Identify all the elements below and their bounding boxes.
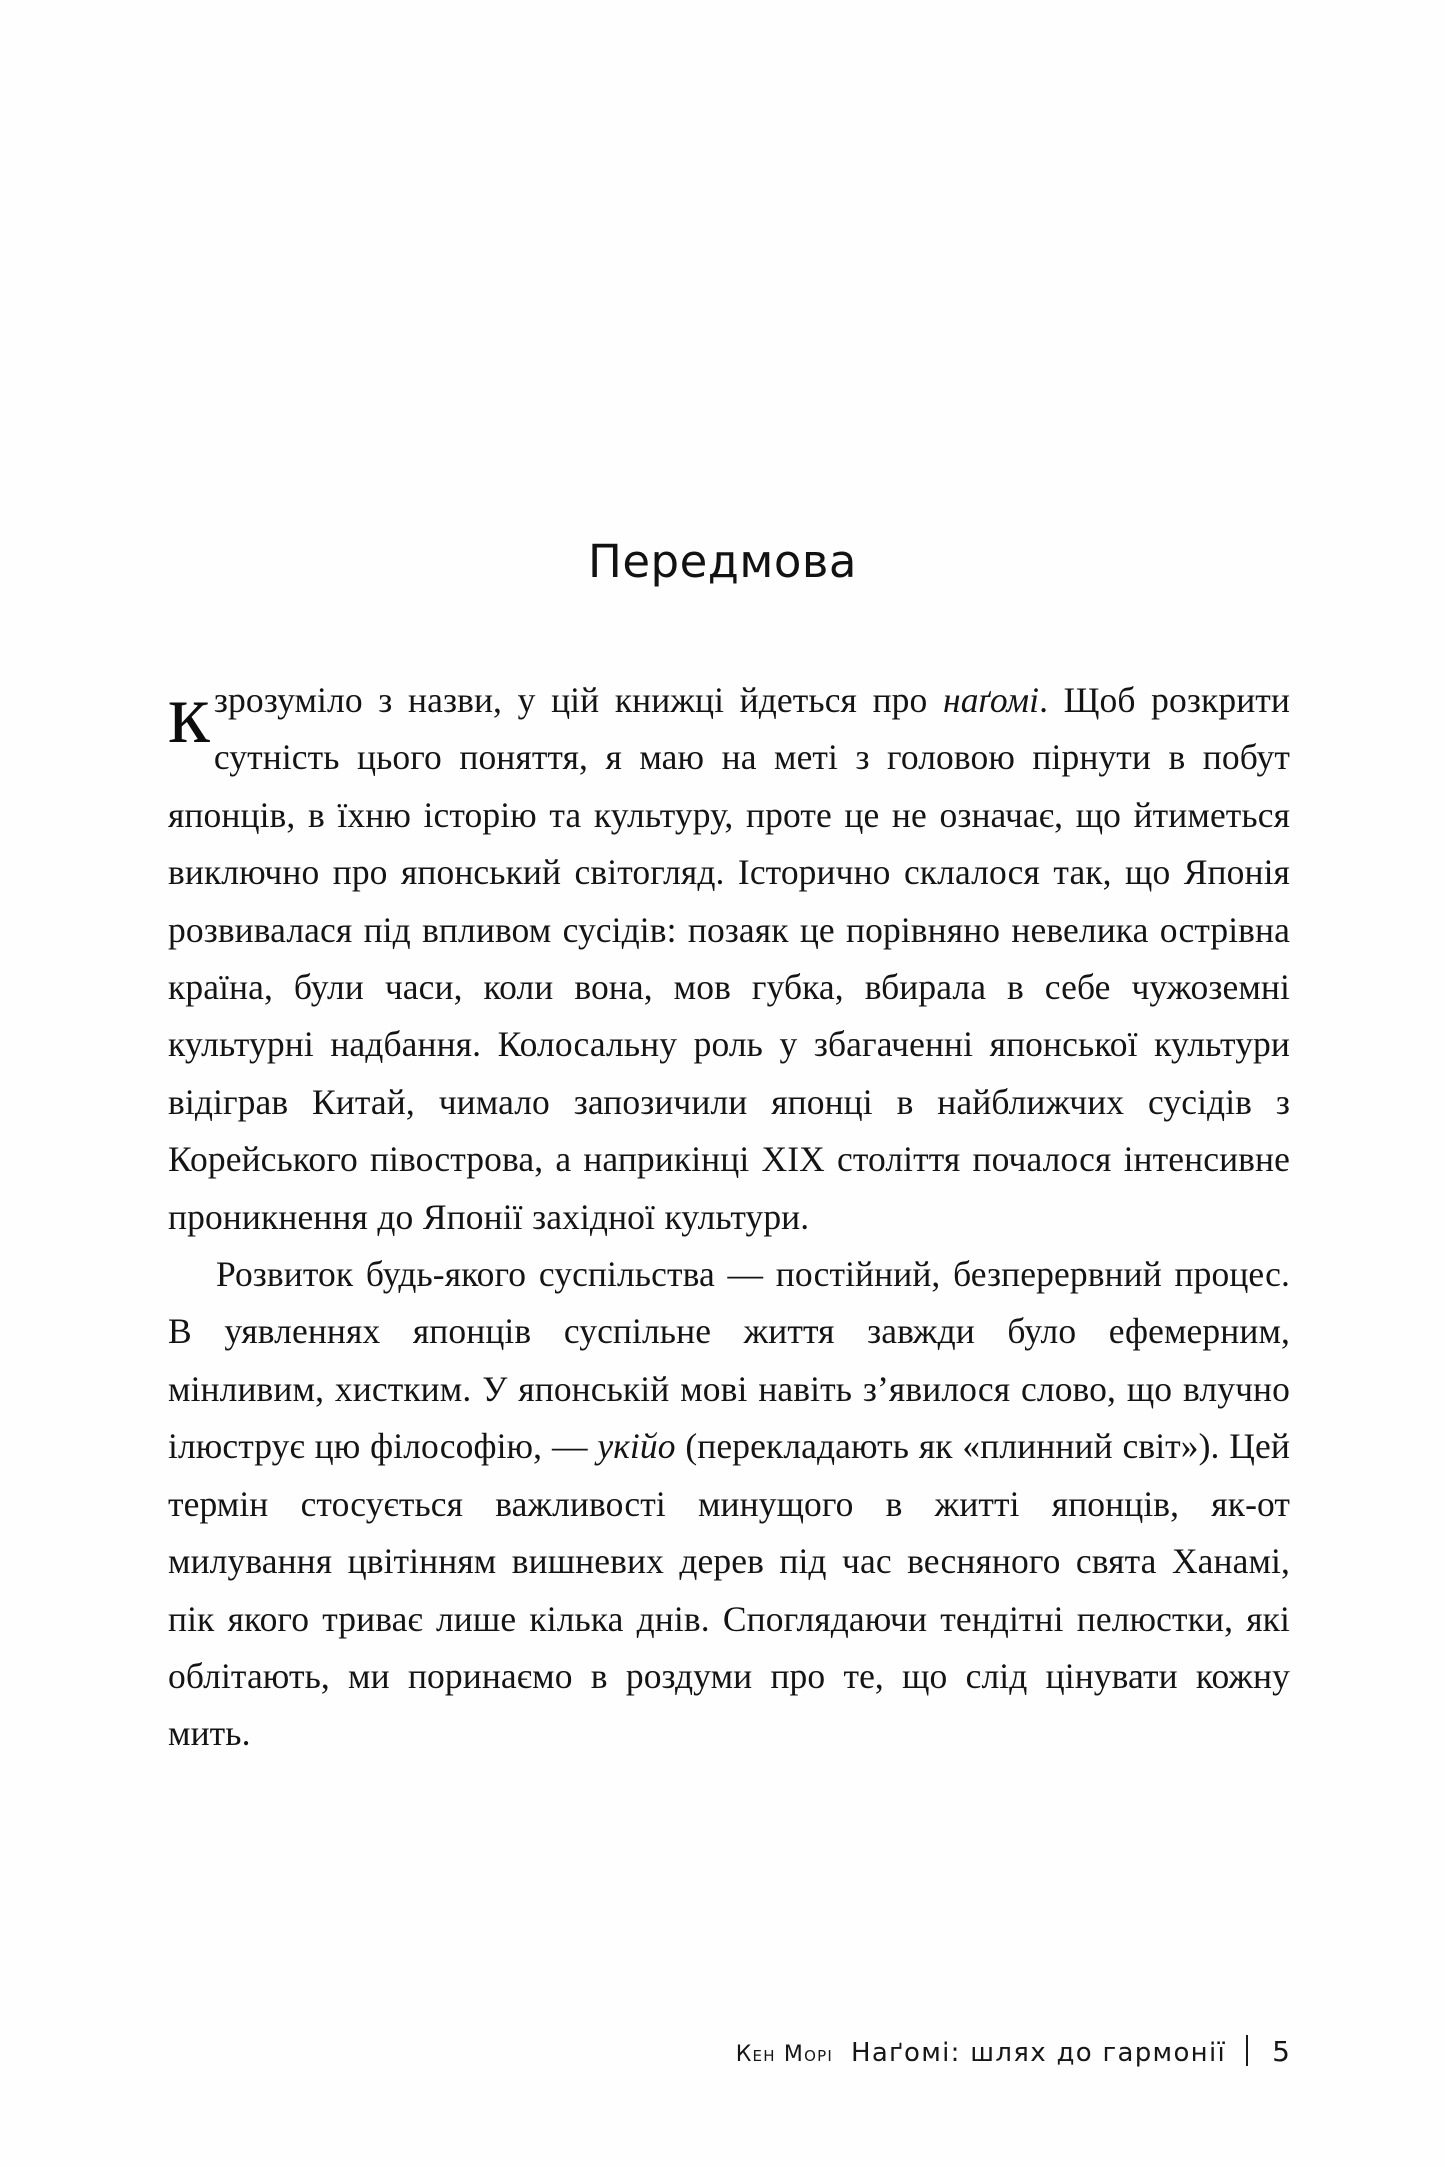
italic-term: укійо (597, 1426, 676, 1467)
paragraph-1: кзрозуміло з назви, у цій книжці йдеться про наґомі. Щоб розкрити сутність цього поняття, я маю на меті з головою пірнути в побут японців, в їхню історію та культуру, проте це не означає, що йтиметься виключно про японський світогляд. Історично склалося так, що Японія розвивалася під впливом сусідів: позаяк це порівняно невелика острівна країна, були часи, коли вона, мов губка, вбирала в себе чужоземні культурні надбання. Колосальну роль у збагаченні японської культури відіграв Китай, чимало запозичили японці в найближчих сусідів з Корейського півострова, а наприкінці XIX століття почалося інтенсивне проникнення до Японії західної культури. (168, 665, 1291, 1237)
body-text-block (168, 665, 1291, 1763)
page-number: 5 (1272, 2035, 1290, 2068)
italic-term: наґомі (943, 680, 1040, 720)
footer-author: Кен Морі (735, 2042, 833, 2067)
footer-book-title: Наґомі: шлях до гармонії (850, 2038, 1226, 2068)
page-title: Передмова (588, 535, 857, 589)
running-footer (168, 2030, 1290, 2068)
footer-separator-rule (1246, 2035, 1248, 2066)
paragraph-2: Розвиток будь-якого суспільства — постійний, безперервний процес. В уявленнях японців суспільне життя завжди було ефемерним, мінливим, хистким. У японській мові навіть з’явилося слово, що влучно ілюструє цю філософію, — укійо (перекладають як «плинний світ»). Цей термін стосується важливості минущого в житті японців, як-от милування цвітінням вишневих дерев під час весняного свята Ханамі, пік якого триває лише кілька днів. Споглядаючи тендітні пелюстки, які облітають, ми поринаємо в роздуми про те, що слід цінувати кожну мить. (168, 1254, 1290, 1754)
